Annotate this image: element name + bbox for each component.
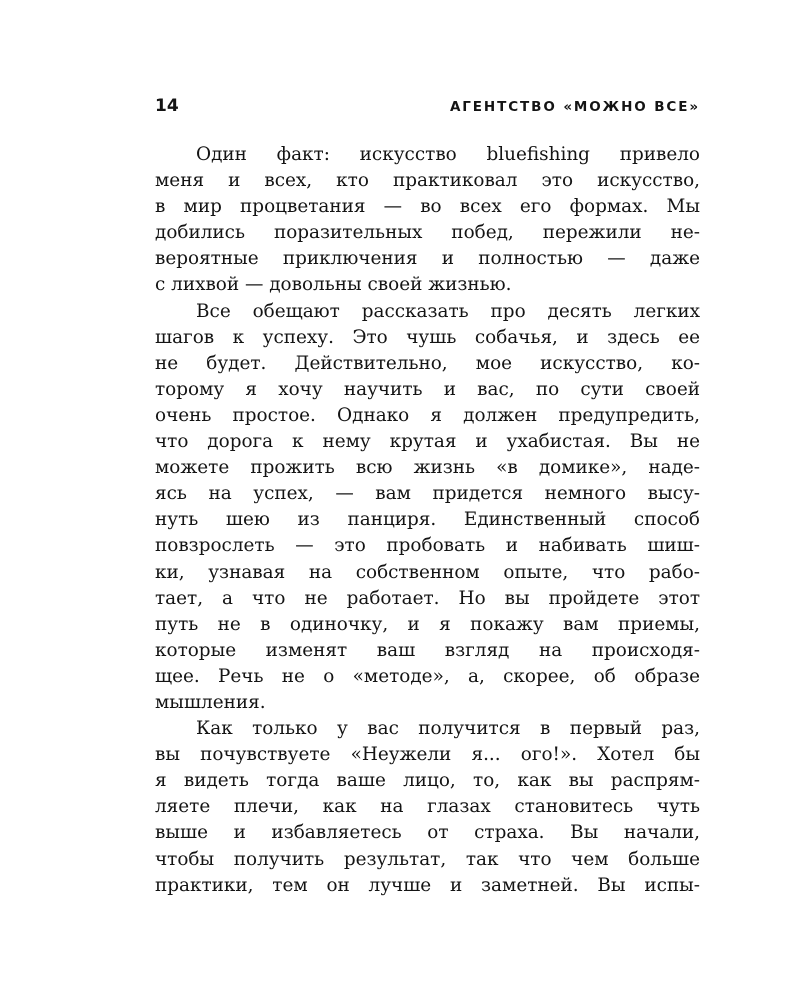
text-line: практики, тем он лучше и заметней. Вы испы- — [155, 874, 700, 896]
text-line: шагов к успеху. Это чушь собачья, и здесь ее — [155, 326, 700, 348]
text-line: Как только у вас получится в первый раз, — [196, 718, 700, 740]
text-line: которые изменят ваш взгляд на происходя- — [155, 639, 700, 661]
text-line: выше и избавляетесь от страха. Вы начали, — [155, 822, 700, 844]
text-line: торому я хочу научить и вас, по сути своей — [155, 378, 700, 400]
text-line: меня и всех, кто практиковал это искусство, — [155, 170, 700, 192]
text-line: я видеть тогда ваше лицо, то, как вы распрям- — [155, 770, 700, 792]
text-line: не будет. Действительно, мое искусство, ко- — [155, 352, 700, 374]
text-line: можете прожить всю жизнь «в домике», наде- — [155, 457, 700, 479]
text-line: добились поразительных побед, пережили не- — [155, 222, 700, 244]
text-line: вероятные приключения и полностью — даже — [155, 248, 700, 270]
text-line: в мир процветания — во всех его формах. Мы — [155, 196, 700, 218]
text-line: щее. Речь не о «методе», а, скорее, об образе — [155, 665, 700, 687]
text-line: с лихвой — довольны своей жизнью. — [155, 274, 512, 296]
text-line: вы почувствуете «Неужели я... ого!». Хотел бы — [155, 744, 700, 766]
body-text — [155, 142, 700, 899]
text-line: очень простое. Однако я должен предупредить, — [155, 404, 700, 426]
text-line: мышления. — [155, 691, 266, 713]
paragraph-3 — [155, 716, 700, 899]
paragraph-1 — [155, 142, 700, 299]
text-line: повзрослеть — это пробовать и набивать шиш- — [155, 535, 700, 557]
text-line: ки, узнавая на собственном опыте, что рабо- — [155, 561, 700, 583]
text-line: ляете плечи, как на глазах становитесь чуть — [155, 796, 700, 818]
text-line: чтобы получить результат, так что чем больше — [155, 848, 700, 870]
text-line: Один факт: искусство bluefishing привело — [196, 144, 700, 165]
running-title: АГЕНТСТВО «МОЖНО ВСЕ» — [449, 99, 700, 115]
text-line: нуть шею из панциря. Единственный способ — [155, 509, 700, 531]
text-line: Все обещают рассказать про десять легких — [196, 300, 700, 322]
text-line: тает, а что не работает. Но вы пройдете этот — [155, 587, 700, 609]
text-line: что дорога к нему крутая и ухабистая. Вы не — [155, 431, 700, 453]
running-header — [155, 96, 700, 120]
paragraph-2 — [155, 299, 700, 717]
text-line: путь не в одиночку, и я покажу вам приемы, — [155, 613, 700, 635]
page-number: 14 — [155, 96, 179, 116]
text-line: ясь на успех, — вам придется немного высу- — [155, 483, 700, 505]
